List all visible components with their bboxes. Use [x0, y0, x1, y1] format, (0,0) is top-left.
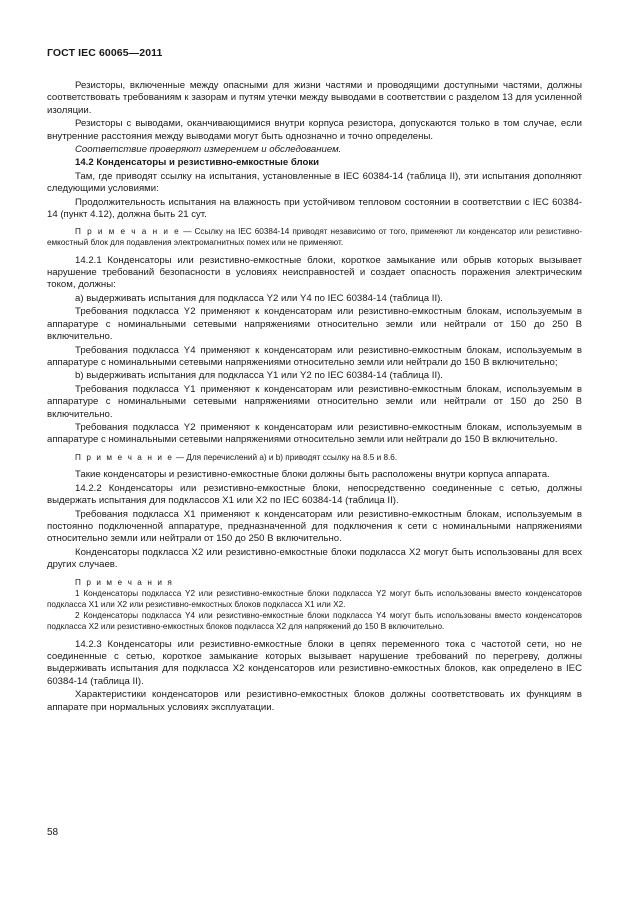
paragraph: Резисторы с выводами, оканчивающимися внутри корпуса резистора, допускаются только в том случае, если внутренние расстояния между выводами могут быть однозначно и точно определены. [47, 118, 582, 142]
document-code-header: ГОСТ IEC 60065—2011 [47, 47, 163, 59]
paragraph: Продолжительность испытания на влажность при устойчивом тепловом состоянии в соответствии с IEC 60384-14 (пункт 4.12), должна быть 21 сут. [47, 196, 582, 221]
paragraph: Требования подкласса Y2 применяют к конденсаторам или резистивно-емкостным блокам, используемым в аппаратуре с номинальными сетевыми напряжениями относительно земли или нейтрали до 150 В включительно. [47, 421, 582, 446]
note-text: — Ссылку на IEC 60384-14 приводят независимо от того, применяют ли конденсатор или резистивно-емкостный блок для подавления электромагнитных помех или не применяют. [47, 227, 582, 248]
page-number: 58 [47, 827, 59, 838]
paragraph: Требования подкласса Y1 применяют к конденсаторам или резистивно-емкостным блокам, используемым в аппаратуре с номинальными сетевыми напряжениями относительно земли или нейтрали от 150 до 250 В включительно. [47, 383, 582, 420]
clause-paragraph: 14.2.3 Конденсаторы или резистивно-емкостные блоки в цепях переменного тока с частотой сети, но не соединенные с сетью, короткое замыкание которых вызывает нарушение требований по перегреву, должны выдерживать испытания для подкласса Х2 конденсаторов или резистивно-емкостных блоков, как определено в IEC 60384-14 (таблица II). [47, 638, 582, 687]
note-label: П р и м е ч а н и е [75, 452, 174, 462]
paragraph: Там, где приводят ссылку на испытания, установленные в IEC 60384-14 (таблица II), эти испытания дополняют следующими условиями: [47, 170, 582, 195]
list-item: а) выдерживать испытания для подкласса Y2 или Y4 по IEC 60384-14 (таблица II). [75, 292, 443, 304]
list-item: b) выдерживать испытания для подкласса Y1 или Y2 по IEC 60384-14 (таблица II). [75, 370, 443, 382]
section-heading: 14.2 Конденсаторы и резистивно-емкостные блоки [75, 157, 320, 169]
notes-title: П р и м е ч а н и я [75, 577, 174, 587]
paragraph: Конденсаторы подкласса Х2 или резистивно-емкостные блоки подкласса Х2 могут быть использованы для всех других случаев. [47, 546, 582, 571]
compliance-statement: Соответствие проверяют измерением и обследованием. [75, 144, 342, 156]
paragraph: Требования подкласса Х1 применяют к конденсаторам или резистивно-емкостным блокам, используемым в постоянно подключенной аппаратуре, предназначенной для подключения к сети с номинальными напряжениями относительно земли или нейтрали от 150 до 250 В включительно. [47, 508, 582, 545]
paragraph: Такие конденсаторы и резистивно-емкостные блоки должны быть расположены внутри корпуса аппарата. [75, 469, 550, 481]
note-paragraph [47, 453, 582, 464]
note-item: 2 Конденсаторы подкласса Y4 или резистивно-емкостные блоки подкласса Y4 могут быть использованы вместо конденсаторов подкласса Х2 или резистивно-емкостных блоков подкласса Х2 для напряжений до 150 В включительно. [47, 611, 582, 631]
clause-paragraph: 14.2.2 Конденсаторы или резистивно-емкостные блоки, непосредственно соединенные с сетью, должны выдержать испытания для подклассов Х1 или Х2 по IEC 60384-14 (таблица II). [47, 482, 582, 507]
note-item: 1 Конденсаторы подкласса Y2 или резистивно-емкостные блоки подкласса Y2 могут быть использованы вместо конденсаторов подкласса Х1 или Х2 или резистивно-емкостных блоков подкласса Х1 или Х2. [47, 589, 582, 609]
paragraph: Резисторы, включенные между опасными для жизни частями и проводящими доступными частями, должны соответствовать требованиям к зазорам и путям утечки между выводами в соответствии с разделом 13 для усиленной изоляции. [47, 80, 582, 116]
clause-paragraph: 14.2.1 Конденсаторы или резистивно-емкостные блоки, короткое замыкание или обрыв которых вызывает нарушение требований безопасности в условиях неисправностей и создает опасность поражения электрическим током, должны: [47, 254, 582, 291]
paragraph: Требования подкласса Y4 применяют к конденсаторам или резистивно-емкостным блокам, используемым в аппаратуре с номинальными сетевыми напряжениями относительно земли или нейтрали до 150 В включительно; [47, 344, 582, 368]
note-paragraph [47, 227, 582, 248]
note-label: П р и м е ч а н и е [75, 227, 181, 237]
paragraph: Требования подкласса Y2 применяют к конденсаторам или резистивно-емкостным блокам, используемым в аппаратуре с номинальными сетевыми напряжениями относительно земли или нейтрали от 150 до 250 В включительно. [47, 306, 582, 343]
document-body [47, 80, 582, 715]
paragraph: Характеристики конденсаторов или резистивно-емкостных блоков должны соответствовать их функциям в аппарате при нормальных условиях эксплуатации. [47, 689, 582, 713]
note-text: — Для перечислений а) и b) приводят ссылку на 8.5 и 8.6. [173, 452, 398, 462]
